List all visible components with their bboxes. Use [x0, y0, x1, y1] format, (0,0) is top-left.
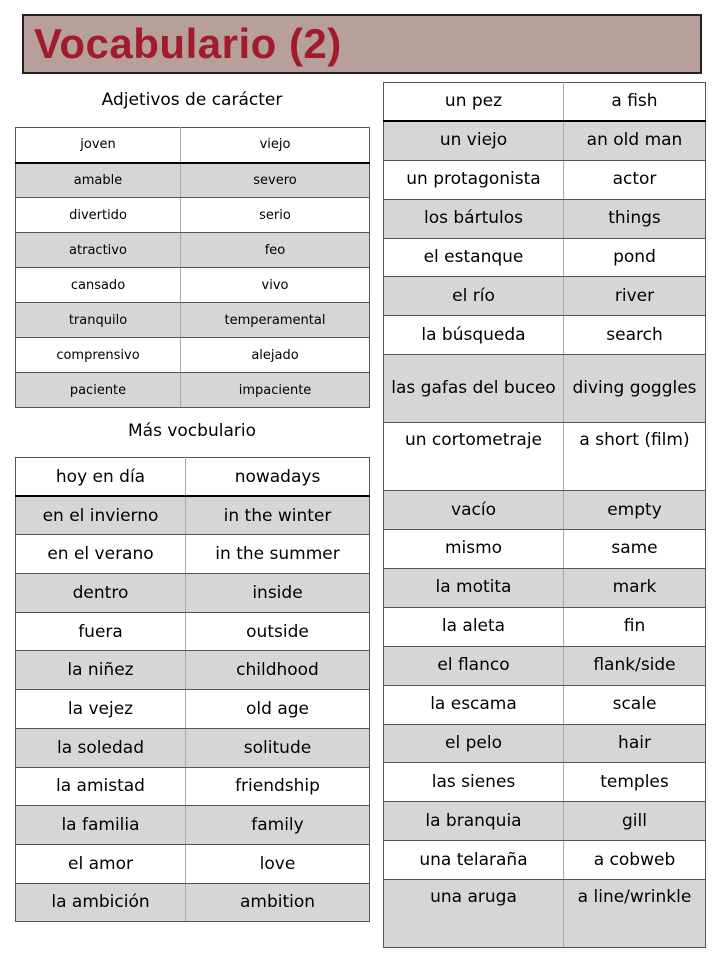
table-row [384, 355, 706, 423]
translation: nowadays [186, 458, 370, 497]
more-vocab-table [15, 457, 370, 922]
table-row [384, 763, 706, 802]
table-row [16, 338, 370, 373]
table-row [384, 238, 706, 277]
page-title: Vocabulario (2) [34, 20, 342, 67]
translation: temperamental [181, 303, 370, 338]
translation: outside [186, 612, 370, 651]
table-row [384, 83, 706, 122]
spanish-term: la niñez [16, 651, 186, 690]
translation: scale [564, 685, 706, 724]
spanish-term: las gafas del buceo [384, 355, 564, 423]
table-row [16, 690, 370, 729]
translation: gill [564, 802, 706, 841]
table-row [384, 491, 706, 530]
spanish-term: una telaraña [384, 841, 564, 880]
table-row [16, 458, 370, 497]
table-row [16, 128, 370, 163]
spanish-term: mismo [384, 530, 564, 569]
table-row [384, 724, 706, 763]
translation: old age [186, 690, 370, 729]
translation: mark [564, 569, 706, 608]
spanish-term: vacío [384, 491, 564, 530]
table-row [384, 530, 706, 569]
translation: solitude [186, 728, 370, 767]
spanish-term: tranquilo [16, 303, 181, 338]
spanish-term: el flanco [384, 646, 564, 685]
spanish-term: atractivo [16, 233, 181, 268]
adjectives-heading: Adjetivos de carácter [101, 90, 283, 110]
spanish-term: la vejez [16, 690, 186, 729]
table-row [16, 303, 370, 338]
table-row [16, 268, 370, 303]
table-row [384, 685, 706, 724]
table-row [16, 728, 370, 767]
table-row [16, 233, 370, 268]
translation: in the summer [186, 535, 370, 574]
spanish-term: la soledad [16, 728, 186, 767]
table-row [16, 844, 370, 883]
translation: in the winter [186, 496, 370, 535]
spanish-term: un cortometraje [384, 423, 564, 491]
adjectives-table [15, 127, 370, 408]
spanish-term: el amor [16, 844, 186, 883]
table-row [16, 163, 370, 198]
translation: a line/wrinkle [564, 880, 706, 948]
spanish-term: un protagonista [384, 160, 564, 199]
translation: ambition [186, 883, 370, 922]
table-row [384, 121, 706, 160]
spanish-term: la búsqueda [384, 316, 564, 355]
table-row [384, 160, 706, 199]
spanish-term: la familia [16, 806, 186, 845]
translation: an old man [564, 121, 706, 160]
table-row [16, 651, 370, 690]
table-row [384, 199, 706, 238]
spanish-term: la amistad [16, 767, 186, 806]
table-row [16, 373, 370, 408]
translation: hair [564, 724, 706, 763]
translation: friendship [186, 767, 370, 806]
translation: river [564, 277, 706, 316]
table-row [384, 880, 706, 948]
translation: childhood [186, 651, 370, 690]
translation: inside [186, 574, 370, 613]
translation: flank/side [564, 646, 706, 685]
translation: fin [564, 607, 706, 646]
table-row [384, 646, 706, 685]
translation: vivo [181, 268, 370, 303]
translation: a short (film) [564, 423, 706, 491]
table-row [16, 806, 370, 845]
table-row [384, 607, 706, 646]
table-row [384, 569, 706, 608]
spanish-term: el pelo [384, 724, 564, 763]
spanish-term: la aleta [384, 607, 564, 646]
translation: empty [564, 491, 706, 530]
title-banner [22, 14, 702, 74]
spanish-term: la branquia [384, 802, 564, 841]
spanish-term: en el verano [16, 535, 186, 574]
translation: a cobweb [564, 841, 706, 880]
table-row [16, 883, 370, 922]
table-row [16, 496, 370, 535]
table-row [384, 423, 706, 491]
translation: pond [564, 238, 706, 277]
translation: a fish [564, 83, 706, 122]
translation: family [186, 806, 370, 845]
translation: things [564, 199, 706, 238]
spanish-term: una aruga [384, 880, 564, 948]
translation: alejado [181, 338, 370, 373]
spanish-term: cansado [16, 268, 181, 303]
table-row [384, 802, 706, 841]
table-row [16, 198, 370, 233]
table-row [16, 574, 370, 613]
translation: temples [564, 763, 706, 802]
spanish-term: la escama [384, 685, 564, 724]
spanish-term: fuera [16, 612, 186, 651]
spanish-term: el estanque [384, 238, 564, 277]
translation: search [564, 316, 706, 355]
spanish-term: un pez [384, 83, 564, 122]
spanish-term: hoy en día [16, 458, 186, 497]
spanish-term: divertido [16, 198, 181, 233]
spanish-term: en el invierno [16, 496, 186, 535]
translation: love [186, 844, 370, 883]
spanish-term: los bártulos [384, 199, 564, 238]
translation: impaciente [181, 373, 370, 408]
spanish-term: joven [16, 128, 181, 163]
translation: actor [564, 160, 706, 199]
spanish-term: paciente [16, 373, 181, 408]
right-vocab-table [383, 82, 706, 948]
spanish-term: amable [16, 163, 181, 198]
spanish-term: un viejo [384, 121, 564, 160]
table-row [16, 767, 370, 806]
spanish-term: la motita [384, 569, 564, 608]
table-row [384, 277, 706, 316]
translation: same [564, 530, 706, 569]
spanish-term: las sienes [384, 763, 564, 802]
spanish-term: dentro [16, 574, 186, 613]
table-row [16, 612, 370, 651]
table-row [384, 841, 706, 880]
translation: viejo [181, 128, 370, 163]
translation: serio [181, 198, 370, 233]
spanish-term: la ambición [16, 883, 186, 922]
table-row [384, 316, 706, 355]
translation: feo [181, 233, 370, 268]
table-row [16, 535, 370, 574]
more-vocab-heading: Más vocbulario [128, 421, 256, 441]
spanish-term: comprensivo [16, 338, 181, 373]
translation: severo [181, 163, 370, 198]
spanish-term: el río [384, 277, 564, 316]
translation: diving goggles [564, 355, 706, 423]
